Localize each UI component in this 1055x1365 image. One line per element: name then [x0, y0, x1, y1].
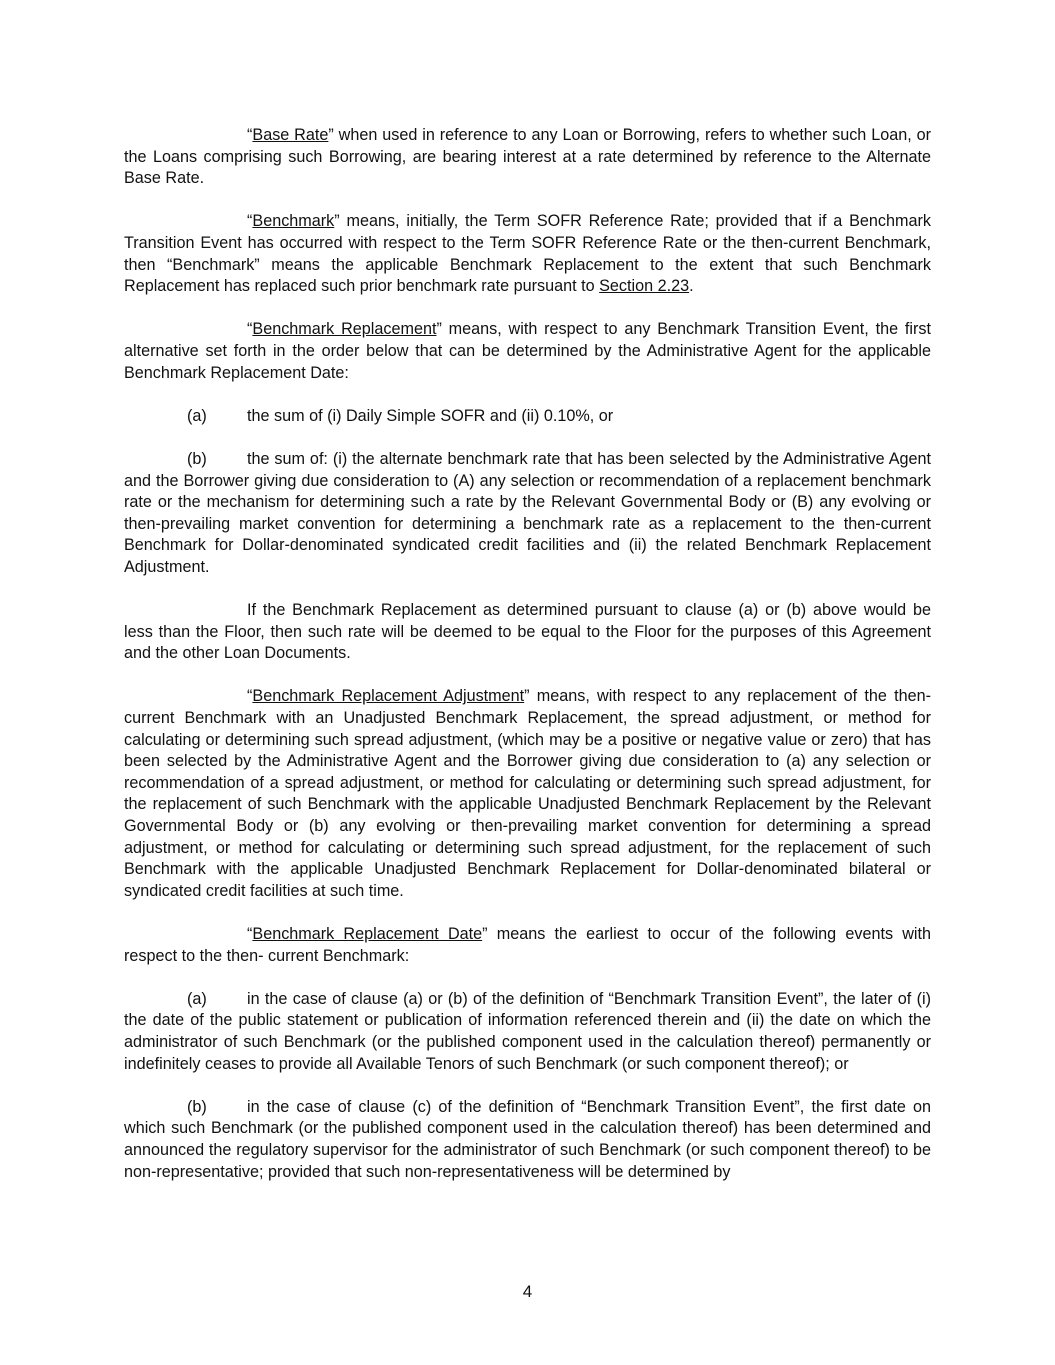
defined-term-benchmark-replacement-date: Benchmark Replacement Date	[252, 924, 483, 943]
clause-item	[124, 1097, 931, 1183]
definition-text: ” means, with respect to any replacement of the then-current Benchmark with an Unadjusted Benchmark Replacement, the spread adjustment, or method for calculating or determining such spread adjustment, (which may be a positive or negative value or zero) that has been selected by the Administrative Agent and the Borrower giving due consideration to (a) any selection or recommendation of a spread adjustment, or method for calculating or determining such spread adjustment, for the replacement of such Benchmark with the applicable Unadjusted Benchmark Replacement by the Relevant Governmental Body or (b) any evolving or then-prevailing market convention for determining a spread adjustment, or method for calculating or determining such spread adjustment, for the replacement of such Benchmark with the applicable Unadjusted Benchmark Replacement for Dollar-denominated bilateral or syndicated credit facilities at such time.	[124, 687, 931, 900]
document-body	[124, 125, 931, 1205]
open-quote: “	[247, 126, 253, 144]
open-quote: “	[247, 320, 253, 339]
defined-term-benchmark-replacement-adjustment: Benchmark Replacement Adjustment	[252, 687, 525, 706]
defined-term-benchmark-replacement: Benchmark Replacement	[252, 320, 437, 339]
clause-item	[124, 406, 931, 428]
definition-text: ” when used in reference to any Loan or Borrowing, refers to whether such Loan, or the Loans comprising such Borrowing, are bearing interest at a rate determined by reference to the Alternate Base Rate.	[124, 126, 931, 188]
defined-term-base-rate: Base Rate	[252, 126, 329, 144]
floor-paragraph: If the Benchmark Replacement as determined pursuant to clause (a) or (b) above would be less than the Floor, then such rate will be deemed to be equal to the Floor for the purposes of this Agreement and the other Loan Documents.	[124, 601, 931, 663]
open-quote: “	[247, 924, 253, 943]
definition-benchmark-replacement-date	[124, 924, 931, 967]
definition-benchmark-replacement-adjustment	[124, 686, 931, 902]
definition-base-rate	[124, 125, 931, 190]
definition-benchmark-replacement	[124, 319, 931, 384]
clause-text: in the case of clause (c) of the definition of “Benchmark Transition Event”, the first date on which such Benchmark (or the published component used in the calculation thereof) has been determined and announced the regulatory supervisor for the administrator of such Benchmark (or such component thereof) to be non-representative; provided that such non-representativeness will be determined by	[124, 1097, 931, 1181]
definition-benchmark	[124, 211, 931, 297]
section-reference-link[interactable]: Section 2.23	[599, 277, 690, 296]
clause-item	[124, 989, 931, 1075]
clause-label: (a)	[187, 989, 207, 1008]
clause-label: (b)	[187, 449, 207, 468]
clause-label: (b)	[187, 1097, 207, 1116]
clause-label: (a)	[187, 406, 207, 425]
clause-item	[124, 449, 931, 579]
clause-text: the sum of (i) Daily Simple SOFR and (ii) 0.10%, or	[247, 406, 614, 425]
definition-text: ” means the earliest to occur of the following events with respect to the then- current Benchmark:	[124, 924, 931, 965]
open-quote: “	[247, 212, 253, 231]
clause-text: in the case of clause (a) or (b) of the definition of “Benchmark Transition Event”, the later of (i) the date of the public statement or publication of information referenced therein and (ii) the date on which the administrator of such Benchmark (or the published component used in the calculation thereof) permanently or indefinitely ceases to provide all Available Tenors of such Benchmark (or such component thereof); or	[124, 989, 931, 1073]
sentence-end: .	[689, 277, 694, 296]
defined-term-benchmark: Benchmark	[252, 212, 335, 231]
page-number: 4	[522, 1282, 533, 1301]
definition-text: ” means, with respect to any Benchmark Transition Event, the first alternative set forth in the order below that can be determined by the Administrative Agent for the applicable Benchmark Replacement Date:	[124, 320, 932, 382]
open-quote: “	[247, 687, 253, 706]
clause-text: the sum of: (i) the alternate benchmark rate that has been selected by the Administrative Agent and the Borrower giving due consideration to (A) any selection or recommendation of a replacement benchmark rate or the mechanism for determining such a rate by the Relevant Governmental Body or (B) any evolving or then-prevailing market convention for determining a benchmark rate as a replacement to the then-current Benchmark for Dollar-denominated syndicated credit facilities and (ii) the related Benchmark Replacement Adjustment.	[124, 449, 931, 576]
definition-text: ” means, initially, the Term SOFR Reference Rate; provided that if a Benchmark Transition Event has occurred with respect to the Term SOFR Reference Rate or the then-current Benchmark, then “Benchmark” means the applicable Benchmark Replacement to the extent that such Benchmark Replacement has replaced such prior benchmark rate pursuant to	[124, 212, 931, 296]
